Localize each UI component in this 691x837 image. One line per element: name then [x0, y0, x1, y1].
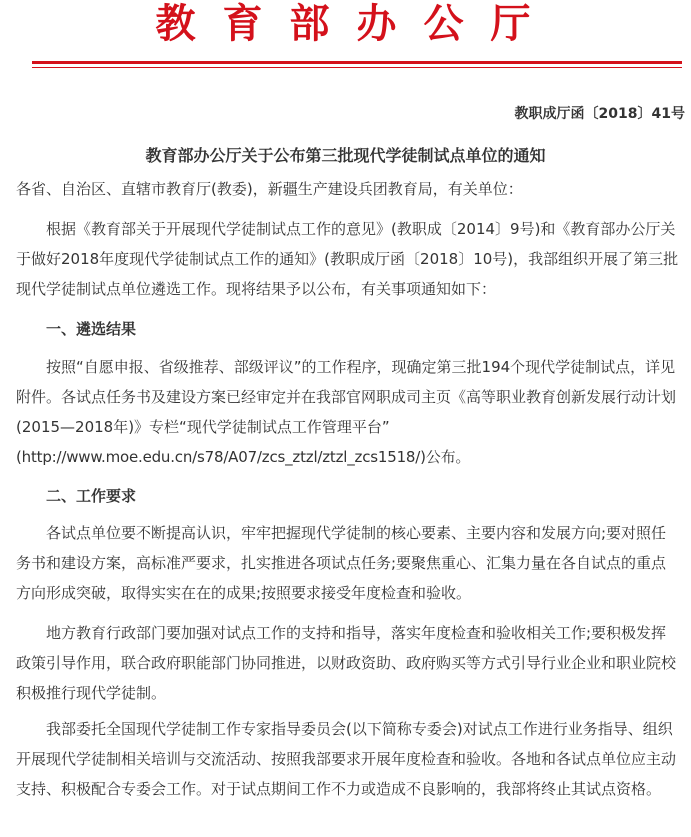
requirements-paragraph-local-authorities: 地方教育行政部门要加强对试点工作的支持和指导，落实年度检查和验收相关工作;要积极发挥政策引导作用，联合政府职能部门协同推进，以财政资助、政府购买等方式引导行业企业和职业院校积极推行现代学徒制。 — [16, 624, 677, 702]
requirements-paragraph-pilot-units: 各试点单位要不断提高认识，牢牢把握现代学徒制的核心要素、主要内容和发展方向;要对照任务书和建设方案，高标准严要求，扎实推进各项试点任务;要聚焦重心、汇集力量在各自试点的重点方向形成突破，取得实实在在的成果;按照要求接受年度检查和验收。 — [16, 524, 667, 602]
selection-results-paragraph: 按照“自愿申报、省级推荐、部级评议”的工作程序，现确定第三批194个现代学徒制试点，详见附件。各试点任务书及建设方案已经审定并在我部官网职成司主页《高等职业教育创新发展行动计划(2015—2018年)》专栏“现代学徒制试点工作管理平台” — [16, 358, 677, 436]
section-heading-selection-results: 一、遴选结果 — [46, 320, 137, 338]
requirements-paragraph-expert-committee: 我部委托全国现代学徒制工作专家指导委员会(以下简称专委会)对试点工作进行业务指导、组织开展现代学徒制相关培训与交流活动、按照我部要求开展年度检查和验收。各地和各试点单位应主动支持、积极配合专委会工作。对于试点期间工作不力或造成不良影响的，我部将终止其试点资格。 — [16, 720, 677, 798]
red-divider-thin — [32, 67, 682, 68]
red-divider-thick — [32, 61, 682, 64]
document-title: 教育部办公厅关于公布第三批现代学徒制试点单位的通知 — [145, 146, 546, 165]
intro-paragraph: 根据《教育部关于开展现代学徒制试点工作的意见》(教职成〔2014〕9号)和《教育部办公厅关于做好2018年度现代学徒制试点工作的通知》(教职成厅函〔2018〕10号)，我部组织开展了第三批现代学徒制试点单位遴选工作。现将结果予以公布，有关事项通知如下： — [16, 220, 679, 298]
issuer-title: 教育部办公厅 — [155, 0, 558, 47]
document-number: 教职成厅函〔2018〕41号 — [514, 106, 685, 122]
addressee: 各省、自治区、直辖市教育厅(教委)，新疆生产建设兵团教育局，有关单位： — [16, 180, 523, 198]
platform-url-line: (http://www.moe.edu.cn/s78/A07/zcs_ztzl/ztzl_zcs1518/)公布。 — [16, 448, 471, 466]
masthead — [0, 0, 691, 48]
section-heading-work-requirements: 二、工作要求 — [46, 487, 137, 505]
